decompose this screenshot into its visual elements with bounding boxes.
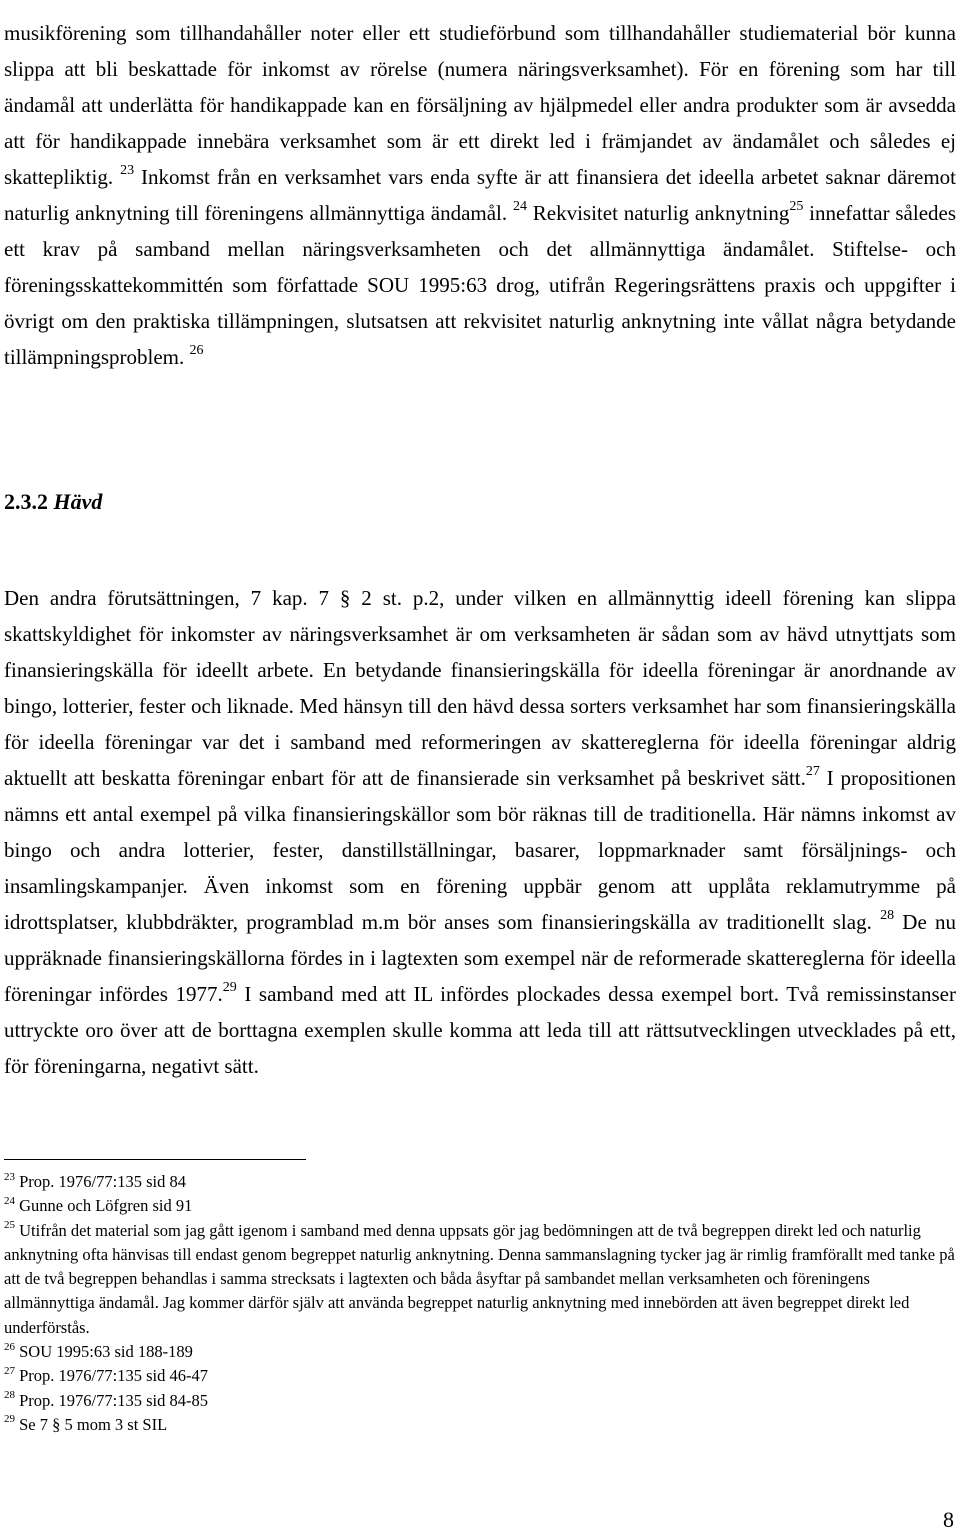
footnote-reference[interactable]: 26	[189, 343, 204, 358]
paragraph-text: Inkomst från en verksamhet vars enda syfte är att finansiera det ideella arbetet saknar däremot naturlig anknytning till föreningens allmännyttiga ändamål.	[4, 165, 956, 225]
footnote-text: Prop. 1976/77:135 sid 84	[15, 1172, 186, 1191]
footnote-text: Utifrån det material som jag gått igenom i samband med denna uppsats gör jag bedömningen att de två begreppen direkt led och naturlig anknytning ofta hänvisas till endast genom begreppet naturlig anknytning. Denna sammanslagning tycker jag är rimlig framförallt med tanke på att de två begreppen behandlas i samma strecksats i lagtexten och båda åsyftar på sambandet mellan verksamheten och föreningens allmännyttiga ändamål. Jag kommer därför själv att använda begreppet naturlig anknytning med innebörden att även begreppet direkt led underförstås.	[4, 1220, 955, 1337]
footnote-reference[interactable]: 25	[789, 199, 804, 214]
footnote-text: Prop. 1976/77:135 sid 84-85	[15, 1390, 208, 1410]
footnotes	[4, 1170, 956, 1437]
footnote	[4, 1340, 956, 1364]
body-paragraph	[4, 580, 956, 1084]
paragraph-text: I samband med att IL infördes plockades dessa exempel bort. Två remissinstanser uttryckte oro över att de borttagna exemplen skulle komma att leda till att rättsutvecklingen utvecklades på ett, för föreningarna, negativt sätt.	[4, 982, 956, 1078]
footnote-number: 24	[4, 1194, 15, 1207]
footnote	[4, 1194, 956, 1218]
paragraph-text: Den andra förutsättningen, 7 kap. 7 § 2 st. p.2, under vilken en allmännyttig ideell förening kan slippa skattskyldighet för inkomster av näringsverksamhet är om verksamheten är sådan som av hävd utnyttjats som finansieringskälla för ideellt arbete. En betydande finansieringskälla för ideella föreningar är anordnande av bingo, lotterier, fester och liknade. Med hänsyn till den hävd dessa sorters verksamhet har som finansieringskälla för ideella föreningar var det i samband med reformeringen av skattereglerna för ideella föreningar aldrig aktuellt att beskatta föreningar enbart för att de finansierade sin verksamhet på beskrivet sätt.	[4, 586, 956, 790]
section-number: 2.3.2	[4, 489, 48, 514]
footnote-separator	[4, 1159, 306, 1160]
paragraph-text: I propositionen nämns ett antal exempel på vilka finansieringskällor som bör räknas till de traditionella. Här nämns inkomst av bingo och andra lotterier, fester, danstillställningar, basarer, loppmarknader samt försäljnings- och insamlingskampanjer. Även inkomst som en förening uppbär genom att upplåta reklamutrymme på idrottsplatser, klubbdräkter, programblad m.m bör anses som finansieringskälla av traditionellt slag.	[4, 766, 956, 934]
footnote-number: 25	[4, 1219, 15, 1232]
paragraph-text: Rekvisitet naturlig anknytning	[526, 201, 790, 225]
footnote	[4, 1413, 956, 1437]
section-title: Hävd	[53, 489, 103, 514]
paragraph-text: musikförening som tillhandahåller noter eller ett studieförbund som tillhandahåller studiematerial bör kunna slippa att bli beskattade för inkomst av rörelse (numera näringsverksamhet). För en förening som har till ändamål att underlätta för handikappade kan en försäljning av hjälpmedel eller andra produkter som är avsedda att för handikappade innebära verksamhet som är ett direkt led i främjandet av ändamålet och således ej skattepliktig.	[4, 21, 956, 189]
footnote-text: SOU 1995:63 sid 188-189	[15, 1342, 193, 1362]
paragraph-text: innefattar således ett krav på samband mellan näringsverksamheten och det allmännyttiga ändamålet. Stiftelse- och föreningsskattekommittén som författade SOU 1995:63 drog, utifrån Regeringsrättens praxis och uppgifter i övrigt om den praktiska tillämpningen, slutsatsen att rekvisitet naturlig anknytning inte vållat några betydande tillämpningsproblem.	[4, 201, 957, 369]
footnote-number: 26	[4, 1340, 15, 1353]
footnote-number: 27	[4, 1364, 15, 1377]
footnote-reference[interactable]: 27	[805, 764, 820, 779]
footnote-number: 23	[4, 1170, 15, 1183]
paragraph-text: De nu uppräknade finansieringskällorna fördes in i lagtexten som exempel när de reformerade skattereglerna för ideella föreningar infördes 1977.	[4, 910, 957, 1006]
page-number: 8	[943, 1507, 954, 1532]
footnote-text: Gunne och Löfgren sid 91	[15, 1196, 193, 1216]
footnote	[4, 1364, 956, 1388]
footnote-text: Prop. 1976/77:135 sid 46-47	[15, 1366, 208, 1386]
footnote-reference[interactable]: 24	[512, 199, 527, 214]
footnote-number: 29	[4, 1413, 15, 1426]
footnote-text: Se 7 § 5 mom 3 st SIL	[15, 1414, 168, 1434]
footnote	[4, 1389, 956, 1413]
footnote	[4, 1219, 956, 1340]
footnote-reference[interactable]: 23	[120, 163, 135, 178]
footnote-number: 28	[4, 1389, 15, 1402]
footnote	[4, 1170, 956, 1194]
footnote-reference[interactable]: 29	[222, 980, 237, 995]
section-heading	[4, 484, 102, 520]
body-paragraph	[4, 15, 956, 375]
footnote-reference[interactable]: 28	[880, 908, 895, 923]
